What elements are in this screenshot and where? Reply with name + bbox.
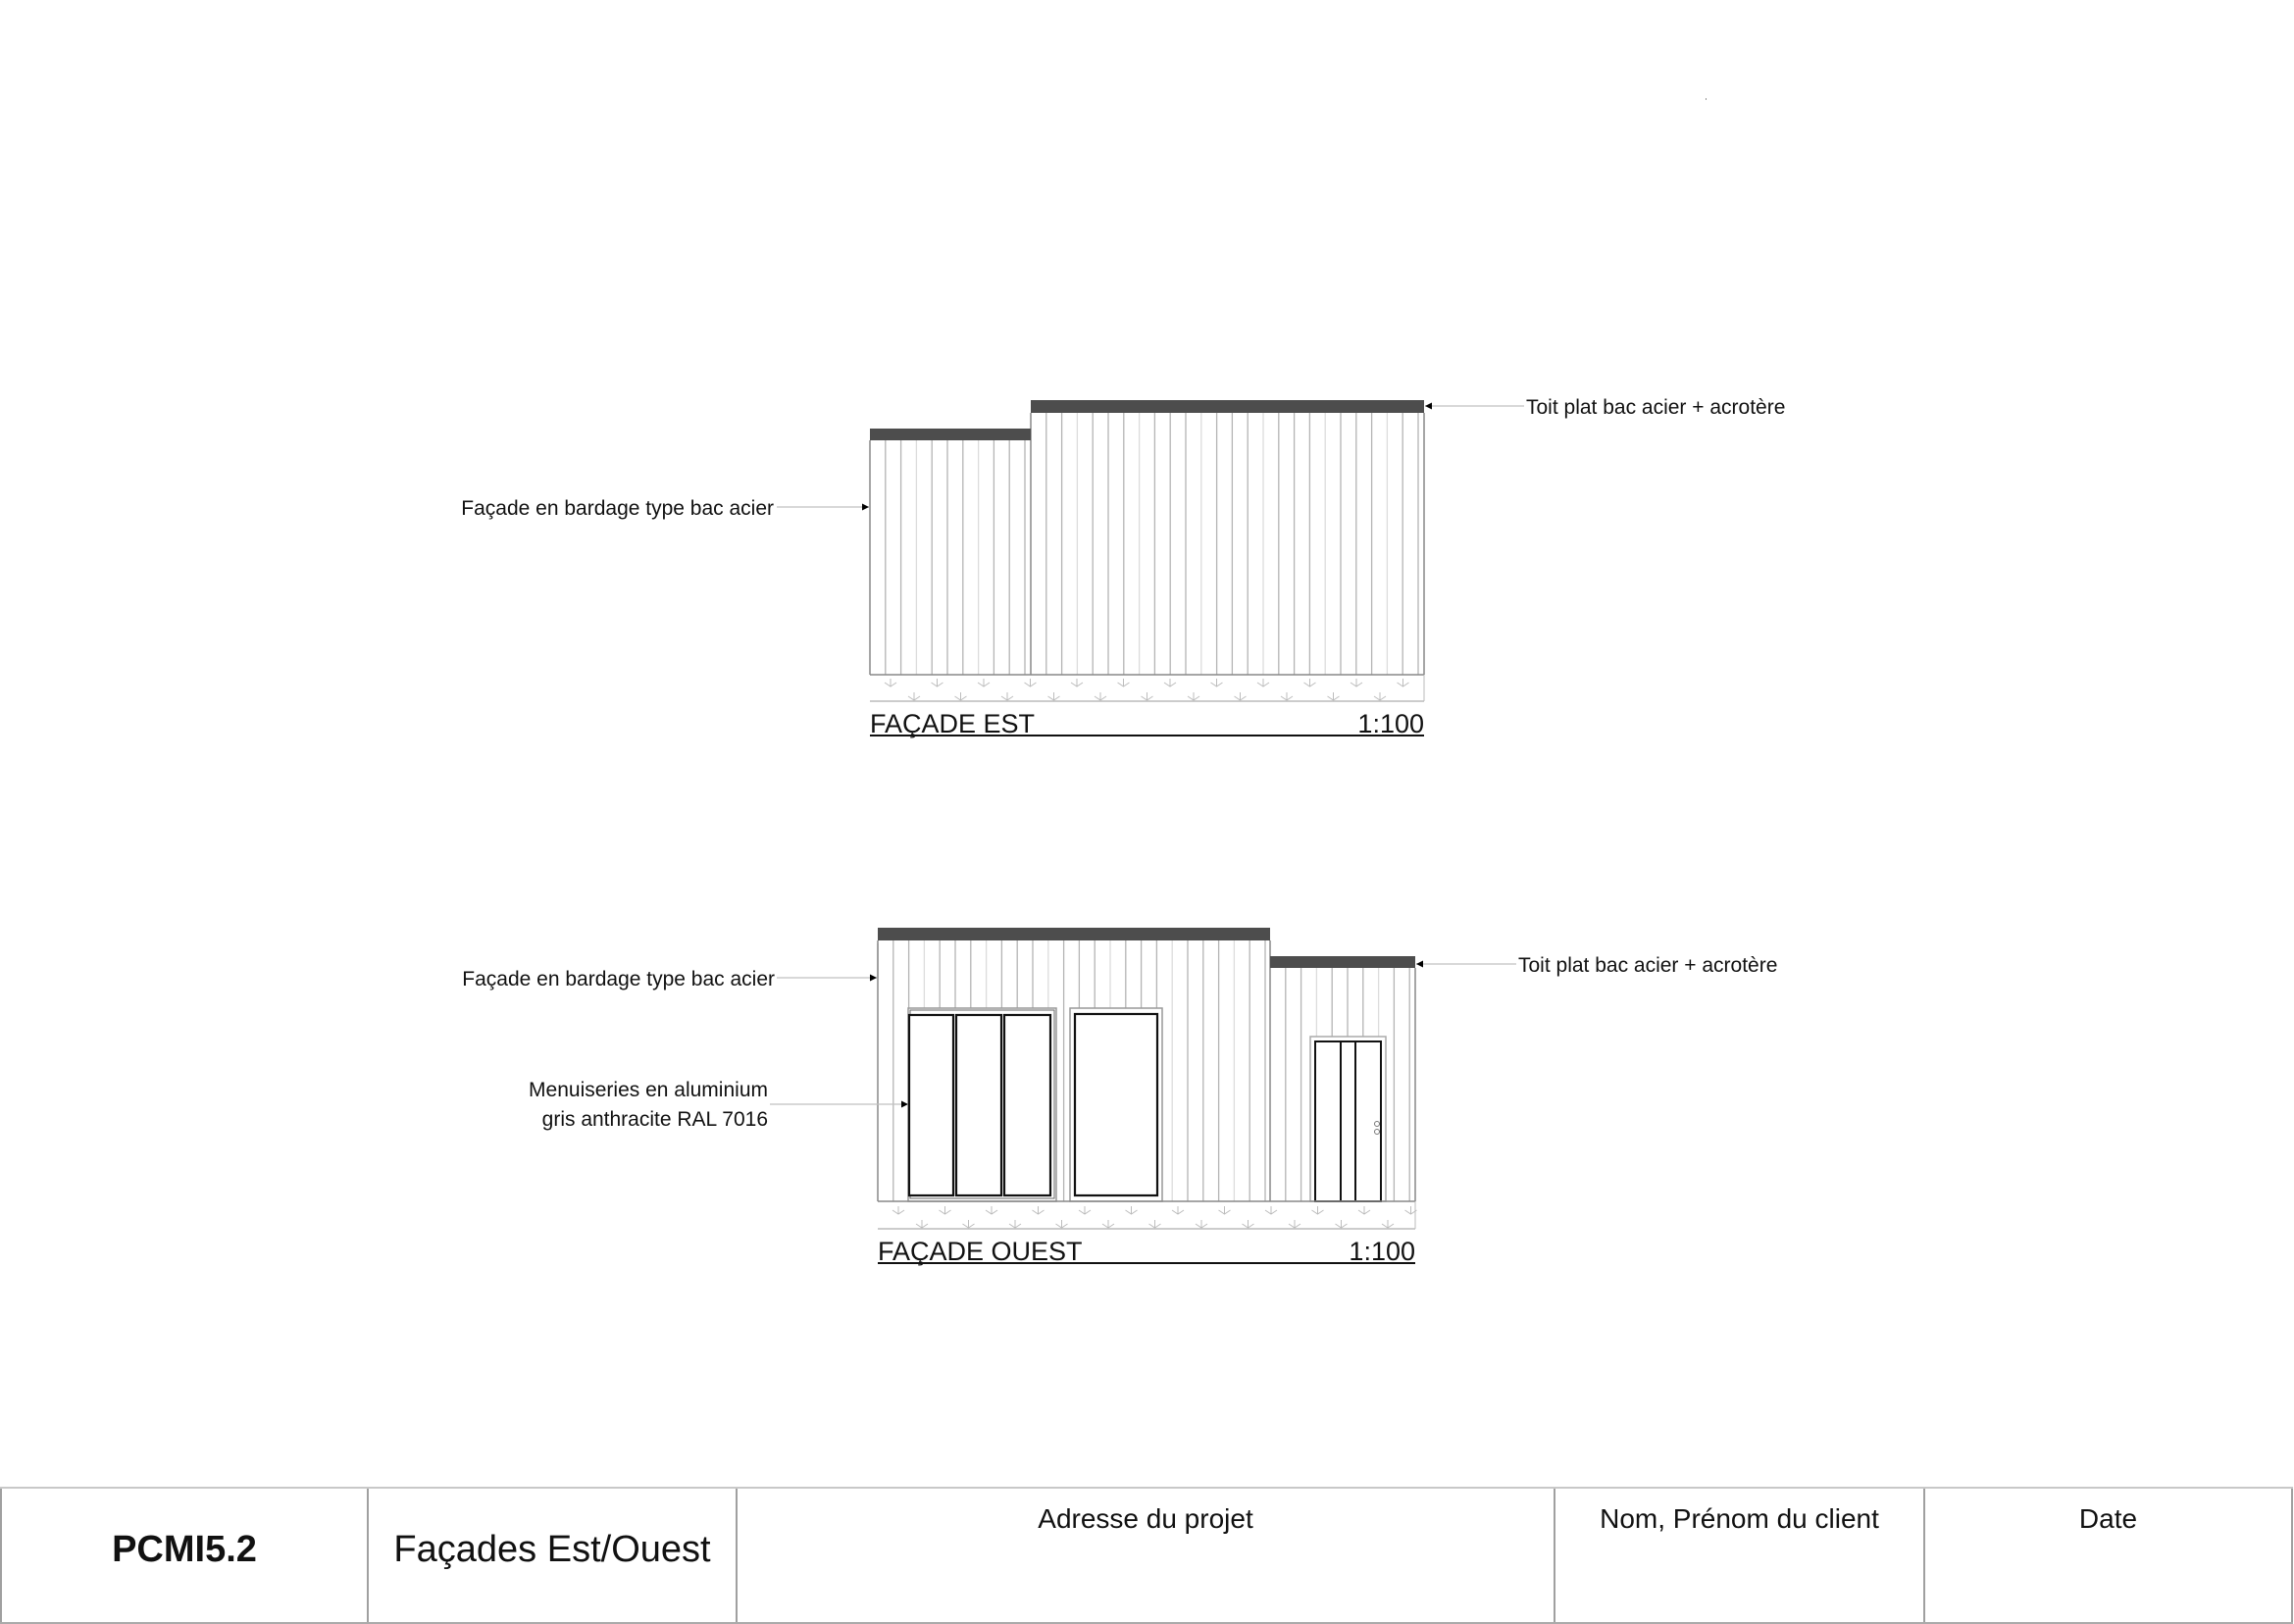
roof-high — [878, 928, 1270, 940]
ground — [878, 1201, 1417, 1229]
annotation-cladding-ouest: Façade en bardage type bac acier — [462, 968, 775, 990]
title-block — [0, 1487, 2293, 1624]
ground-hatch-mark — [1243, 1220, 1254, 1228]
roof-low — [1270, 956, 1415, 968]
ground-hatch-mark — [1281, 692, 1293, 700]
ground-hatch-mark — [1102, 1220, 1114, 1228]
client-label: Nom, Prénom du client — [1600, 1503, 1879, 1534]
ground-hatch-mark — [1351, 679, 1362, 686]
ground-hatch-mark — [932, 679, 943, 686]
ground-hatch-mark — [1358, 1206, 1370, 1214]
annotation-roof-ouest: Toit plat bac acier + acrotère — [1518, 954, 1778, 977]
ground-hatch-mark — [1289, 1220, 1300, 1228]
date-cell — [1925, 1489, 2293, 1622]
ground-hatch-mark — [1265, 1206, 1277, 1214]
facade-est — [461, 396, 1785, 738]
ground-hatch-mark — [1079, 1206, 1091, 1214]
ground-hatch-mark — [1025, 679, 1037, 686]
ground-hatch-mark — [1304, 679, 1316, 686]
ground-hatch-mark — [1033, 1206, 1045, 1214]
ground-hatch-mark — [1056, 1220, 1068, 1228]
ground-hatch-mark — [1382, 1220, 1394, 1228]
ground-hatch-mark — [892, 1206, 904, 1214]
roof-low — [870, 429, 1031, 440]
ground-hatch-mark — [1164, 679, 1176, 686]
ground-hatch-mark — [1126, 1206, 1138, 1214]
ground-hatch-mark — [1328, 692, 1340, 700]
ground-hatch-mark — [1196, 1220, 1207, 1228]
entry-door — [1310, 1037, 1386, 1201]
ground — [870, 675, 1424, 701]
address-label: Adresse du projet — [1038, 1503, 1253, 1534]
ground-hatch-mark — [908, 692, 920, 700]
ground-hatch-mark — [1374, 692, 1386, 700]
drawing-scale-ouest: 1:100 — [1349, 1237, 1415, 1266]
ground-hatch-mark — [978, 679, 990, 686]
ground-hatch-mark — [916, 1220, 928, 1228]
facade-ouest — [462, 928, 1777, 1266]
annotation-roof-est: Toit plat bac acier + acrotère — [1526, 396, 1786, 419]
roof-high — [1031, 400, 1424, 413]
annotation-joinery-line2: gris anthracite RAL 7016 — [541, 1108, 768, 1131]
window-fixed — [1070, 1008, 1162, 1201]
ground-hatch-mark — [1235, 692, 1247, 700]
ground-hatch-mark — [1149, 1220, 1161, 1228]
ground-hatch-mark — [1118, 679, 1130, 686]
ground-hatch-mark — [963, 1220, 975, 1228]
sheet-title: Façades Est/Ouest — [393, 1529, 711, 1570]
ground-hatch-mark — [1219, 1206, 1231, 1214]
sliding-window-triple — [908, 1008, 1056, 1201]
sheet-title-cell — [369, 1489, 738, 1622]
ground-hatch-mark — [1188, 692, 1199, 700]
ground-hatch-mark — [1009, 1220, 1021, 1228]
ground-hatch-mark — [1142, 692, 1153, 700]
ground-hatch-mark — [1048, 692, 1060, 700]
ground-hatch-mark — [1172, 1206, 1184, 1214]
ground-hatch-mark — [1336, 1220, 1348, 1228]
drawing-title-ouest: FAÇADE OUEST — [878, 1237, 1083, 1266]
ground-hatch-mark — [986, 1206, 997, 1214]
address-cell — [738, 1489, 1555, 1622]
ground-hatch — [885, 679, 1409, 700]
annotation-cladding-est: Façade en bardage type bac acier — [461, 497, 774, 520]
ground-hatch-mark — [1211, 679, 1223, 686]
ground-hatch-mark — [1312, 1206, 1324, 1214]
ground-hatch — [892, 1206, 1417, 1228]
ground-hatch-mark — [955, 692, 967, 700]
drawing-scale-est: 1:100 — [1357, 709, 1424, 738]
ground-hatch-mark — [1095, 692, 1106, 700]
cladding-lines — [886, 413, 1418, 675]
sheet-code: PCMI5.2 — [112, 1529, 257, 1570]
ground-hatch-mark — [940, 1206, 951, 1214]
sheet-code-cell — [0, 1489, 369, 1622]
annotation-joinery-line1: Menuiseries en aluminium — [529, 1079, 768, 1101]
date-label: Date — [2078, 1503, 2138, 1534]
ground-hatch-mark — [1398, 679, 1409, 686]
drawing-title-est: FAÇADE EST — [870, 709, 1036, 738]
ground-hatch-mark — [1257, 679, 1269, 686]
ground-hatch-mark — [1071, 679, 1083, 686]
client-cell — [1555, 1489, 1925, 1622]
ground-hatch-mark — [885, 679, 896, 686]
ground-hatch-mark — [1001, 692, 1013, 700]
